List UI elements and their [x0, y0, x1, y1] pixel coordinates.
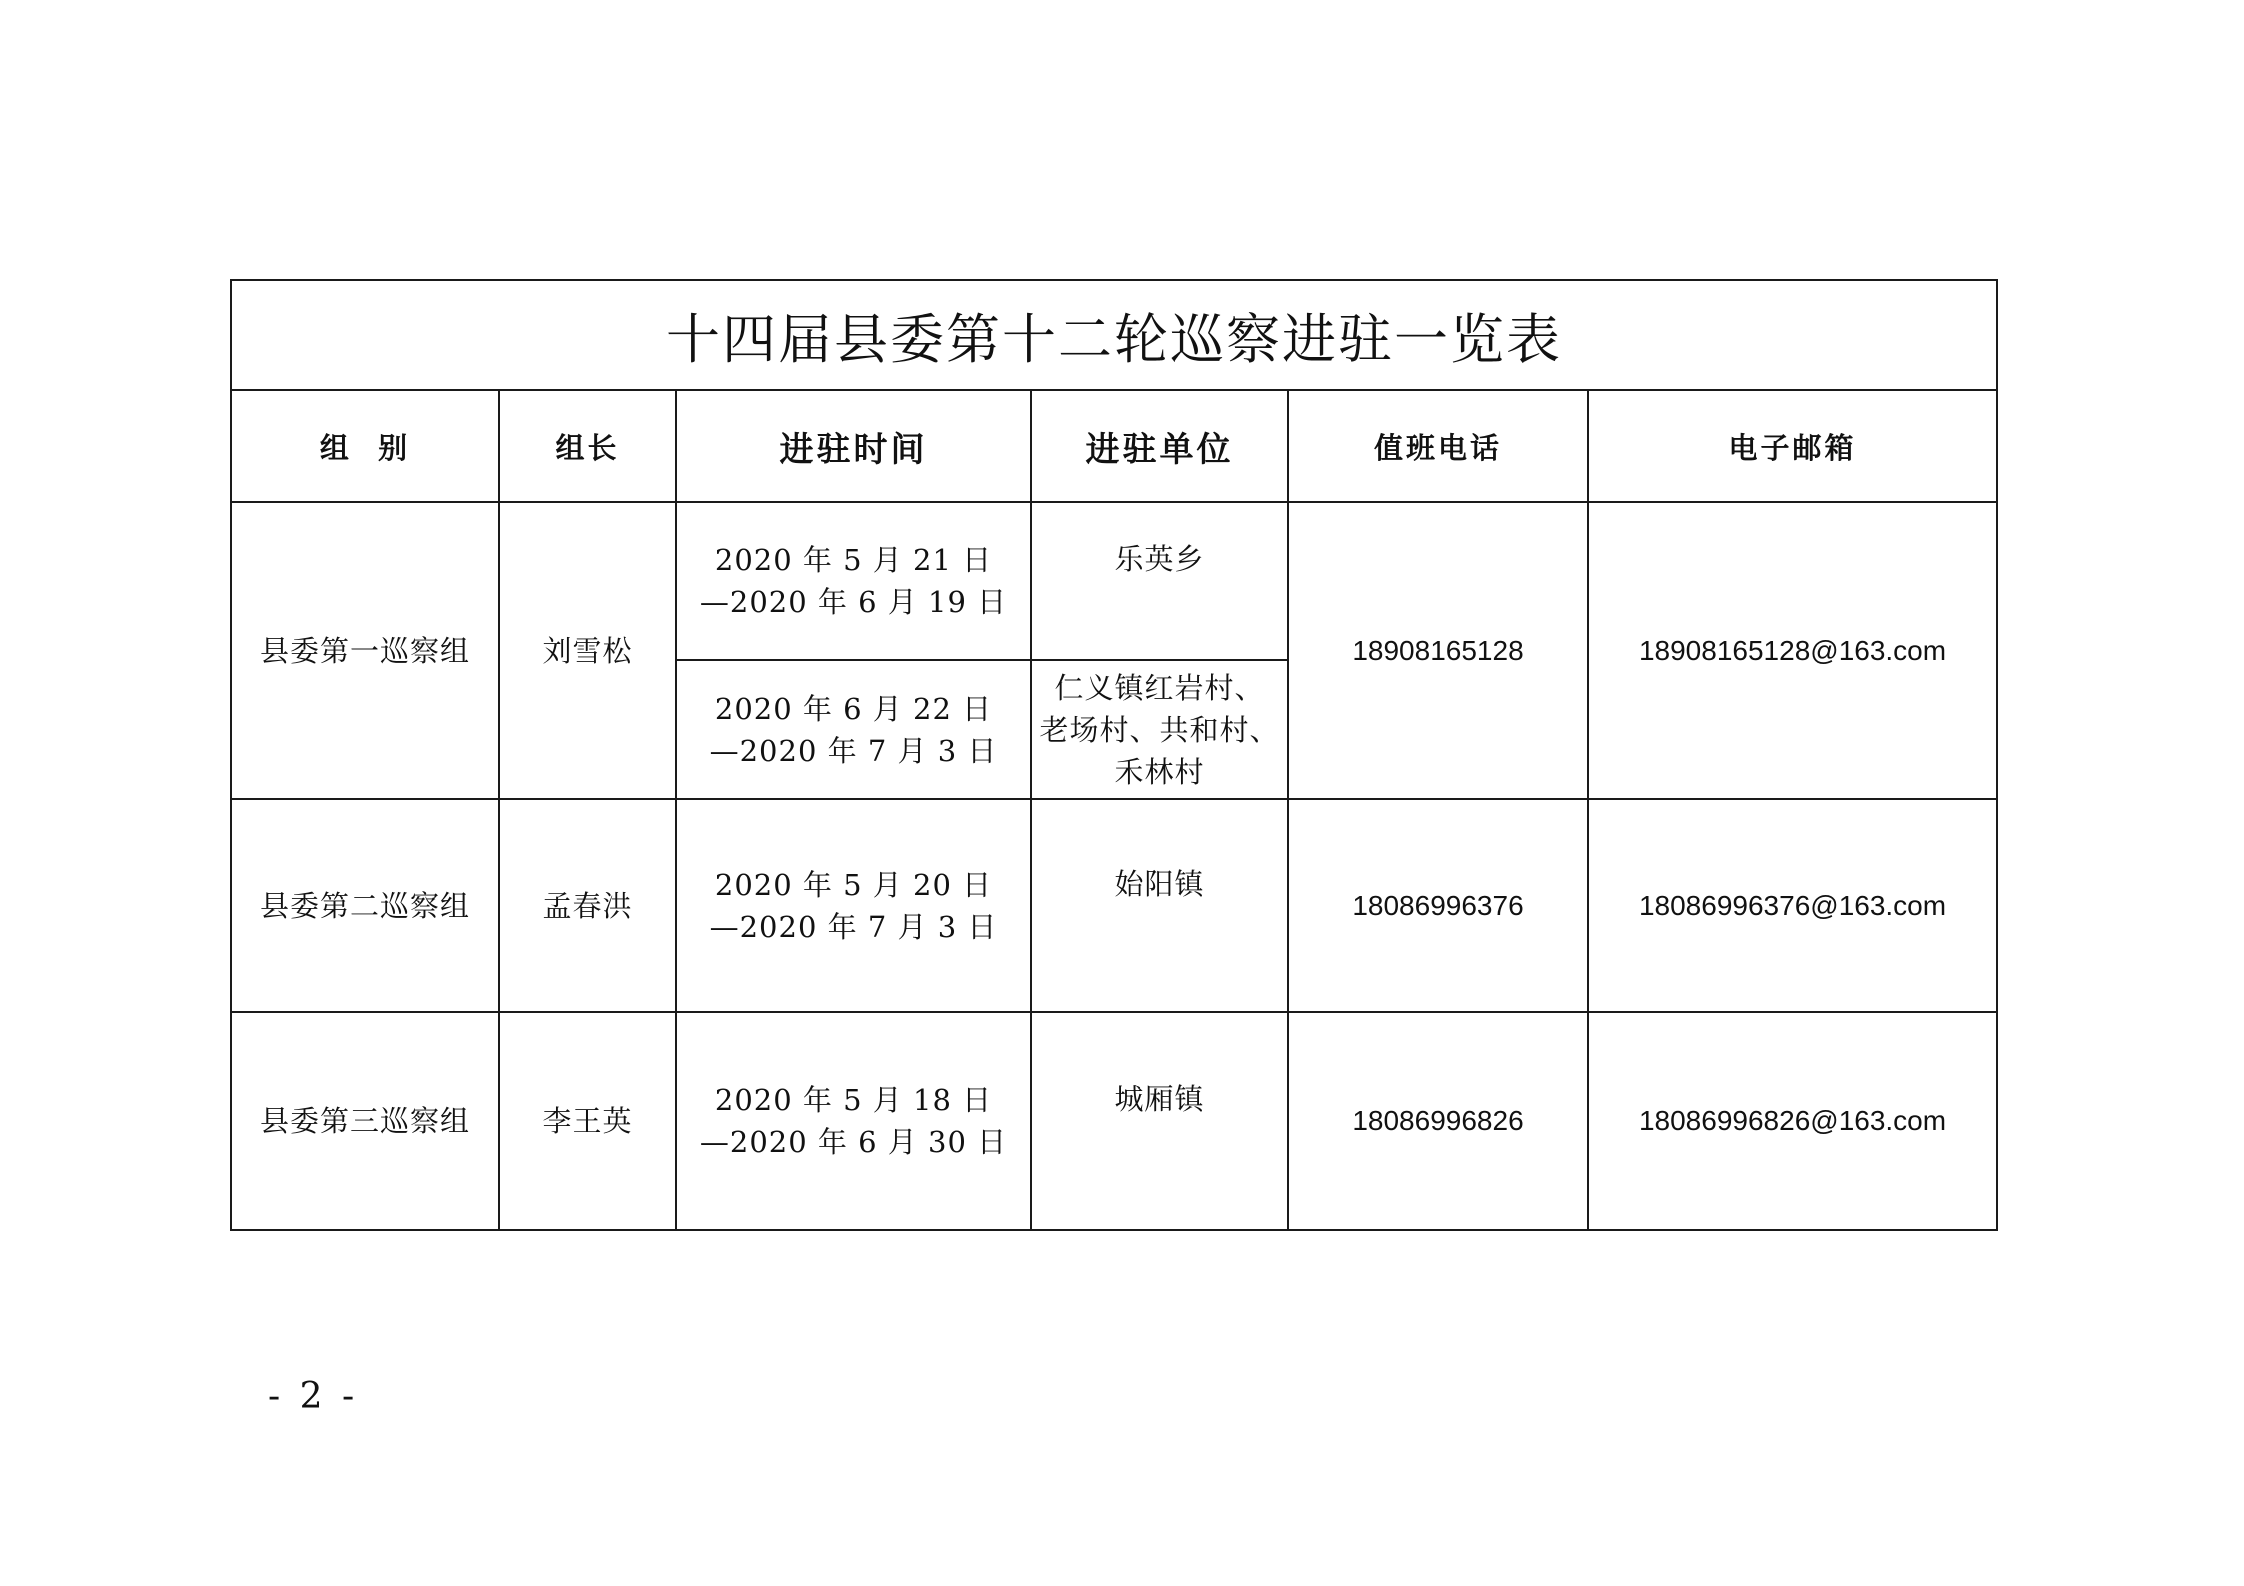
- title-row: [231, 280, 1997, 390]
- table-row: [231, 1012, 1997, 1230]
- header-time: 进驻时间: [676, 390, 1031, 502]
- table-row: [231, 799, 1997, 1012]
- group-name-cell: 县委第二巡察组: [231, 799, 499, 1012]
- phone-cell: 18908165128: [1288, 502, 1588, 799]
- phone-cell: 18086996826: [1288, 1012, 1588, 1230]
- entry-start: 2020 年 5 月 20 日: [714, 867, 993, 902]
- table-row: [231, 502, 1997, 660]
- entry-unit: 始阳镇: [1114, 866, 1205, 901]
- entry-end: —2020 年 7 月 3 日: [709, 909, 998, 944]
- email-cell: 18908165128@163.com: [1588, 502, 1997, 799]
- entry-unit: 乐英乡: [1114, 542, 1205, 576]
- header-unit: 进驻单位: [1031, 390, 1288, 502]
- entry-unit-line: 禾林村: [1114, 754, 1205, 789]
- entry-end: —2020 年 6 月 19 日: [699, 585, 1008, 619]
- email-cell: 18086996826@163.com: [1588, 1012, 1997, 1230]
- header-row: [231, 390, 1997, 502]
- entry-start: 2020 年 5 月 21 日: [714, 543, 993, 577]
- leader-cell: 刘雪松: [499, 502, 676, 799]
- entry-unit: 城厢镇: [1114, 1082, 1205, 1116]
- entry-start: 2020 年 5 月 18 日: [714, 1083, 993, 1117]
- email-cell: 18086996376@163.com: [1588, 799, 1997, 1012]
- page-number: - 2 -: [268, 1376, 359, 1417]
- entry-unit-cell: [1031, 799, 1288, 1012]
- table-title: 十四届县委第十二轮巡察进驻一览表: [231, 280, 1997, 390]
- entry-unit-line: 老场村、共和村、: [1039, 712, 1280, 747]
- header-leader: 组长: [499, 390, 676, 502]
- header-email: 电子邮箱: [1588, 390, 1997, 502]
- entry-unit-cell: [1031, 502, 1288, 660]
- entry-unit-cell: [1031, 1012, 1288, 1230]
- entry-time-cell: [676, 502, 1031, 660]
- entry-end: —2020 年 7 月 3 日: [709, 733, 998, 768]
- entry-time-cell: [676, 799, 1031, 1012]
- header-group: 组 别: [231, 390, 499, 502]
- phone-cell: 18086996376: [1288, 799, 1588, 1012]
- leader-cell: 孟春洪: [499, 799, 676, 1012]
- entry-time-cell: [676, 660, 1031, 799]
- entry-unit-cell: [1031, 660, 1288, 799]
- entry-start: 2020 年 6 月 22 日: [714, 691, 993, 726]
- entry-unit-line: 仁义镇红岩村、: [1054, 670, 1265, 705]
- inspection-roster-table: [230, 279, 1998, 1231]
- entry-time-cell: [676, 1012, 1031, 1230]
- header-phone: 值班电话: [1288, 390, 1588, 502]
- entry-end: —2020 年 6 月 30 日: [699, 1125, 1008, 1159]
- leader-cell: 李王英: [499, 1012, 676, 1230]
- group-name-cell: 县委第一巡察组: [231, 502, 499, 799]
- group-name-cell: 县委第三巡察组: [231, 1012, 499, 1230]
